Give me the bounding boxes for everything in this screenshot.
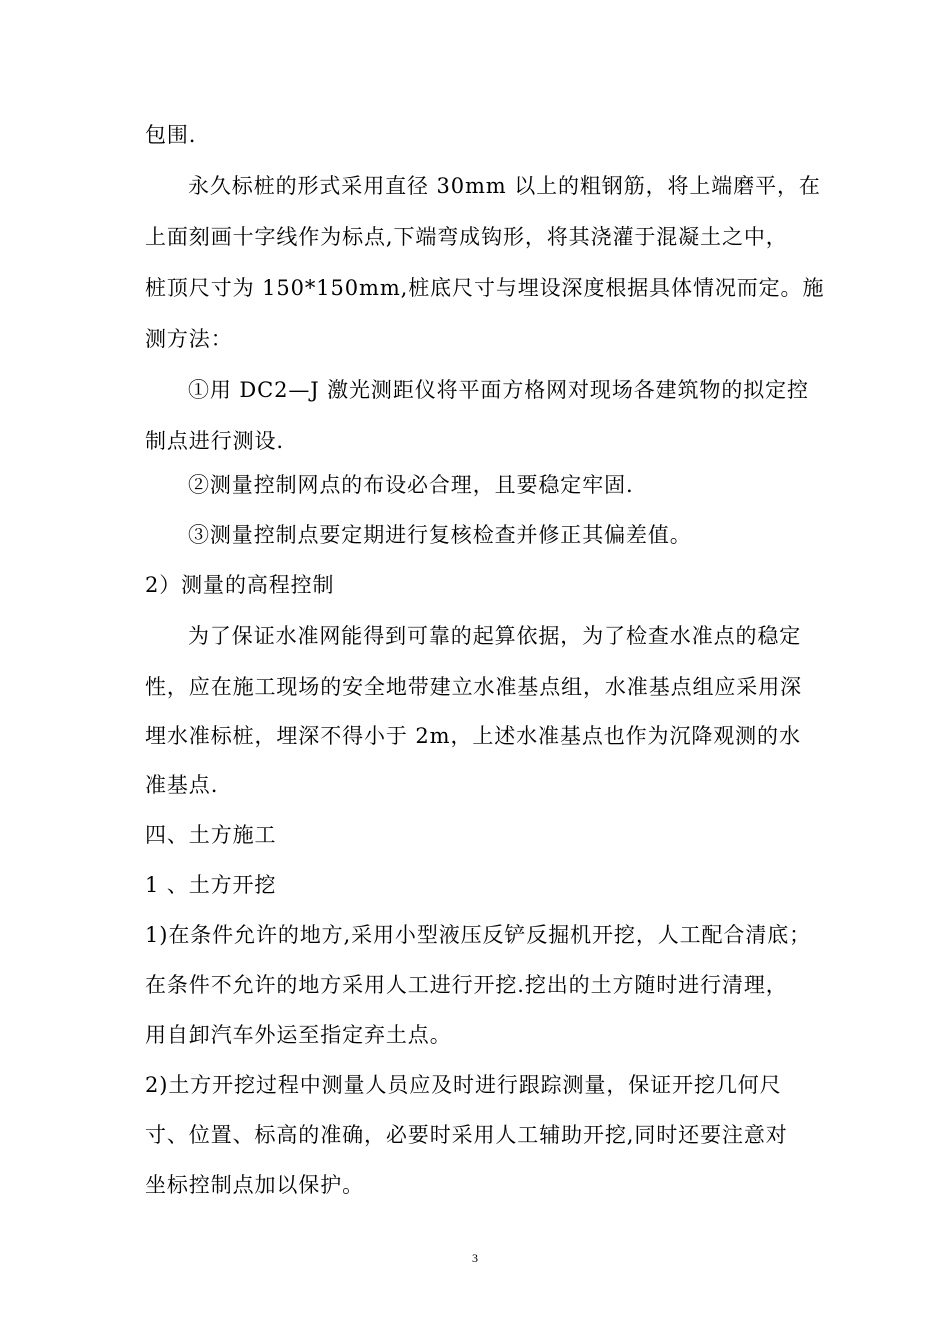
list-item: ①用 DC2—J 激光测距仪将平面方格网对现场各建筑物的拟定控 bbox=[188, 378, 809, 402]
paragraph-line: 用自卸汽车外运至指定弃土点。 bbox=[145, 1023, 452, 1047]
paragraph-line: 坐标控制点加以保护。 bbox=[145, 1173, 364, 1197]
section-heading: 四、土方施工 bbox=[145, 823, 277, 847]
paragraph-line: 在条件不允许的地方采用人工进行开挖.挖出的土方随时进行清理， bbox=[145, 973, 788, 997]
list-item: ③测量控制点要定期进行复核检查并修正其偏差值。 bbox=[188, 523, 692, 547]
paragraph-line: 准基点. bbox=[145, 773, 219, 797]
paragraph-line: 性，应在施工现场的安全地带建立水准基点组，水准基点组应采用深 bbox=[145, 675, 802, 699]
paragraph-line: 永久标桩的形式采用直径 30mm 以上的粗钢筋，将上端磨平，在 bbox=[188, 174, 821, 198]
page-number: 3 bbox=[472, 1251, 478, 1265]
list-item: ②测量控制网点的布设必合理，且要稳定牢固. bbox=[188, 473, 634, 497]
subsection-heading: 1 、土方开挖 bbox=[145, 873, 277, 897]
paragraph-line: 2)土方开挖过程中测量人员应及时进行跟踪测量，保证开挖几何尺 bbox=[145, 1073, 782, 1097]
section-heading: 2）测量的高程控制 bbox=[145, 573, 335, 597]
paragraph-line: 上面刻画十字线作为标点,下端弯成钩形，将其浇灌于混凝土之中， bbox=[145, 225, 788, 249]
paragraph-line: 寸、位置、标高的准确，必要时采用人工辅助开挖,同时还要注意对 bbox=[145, 1123, 788, 1147]
paragraph-line: 包围. bbox=[145, 123, 197, 147]
paragraph-line: 测方法： bbox=[145, 327, 233, 351]
list-item-continuation: 制点进行测设. bbox=[145, 429, 284, 453]
paragraph-line: 1)在条件允许的地方,采用小型液压反铲反掘机开挖，人工配合清底； bbox=[145, 923, 812, 947]
paragraph-line: 为了保证水准网能得到可靠的起算依据，为了检查水准点的稳定 bbox=[188, 624, 802, 648]
paragraph-line: 桩顶尺寸为 150*150mm,桩底尺寸与埋设深度根据具体情况而定。施 bbox=[145, 276, 825, 300]
paragraph-line: 埋水准标桩，埋深不得小于 2m，上述水准基点也作为沉降观测的水 bbox=[145, 724, 801, 748]
